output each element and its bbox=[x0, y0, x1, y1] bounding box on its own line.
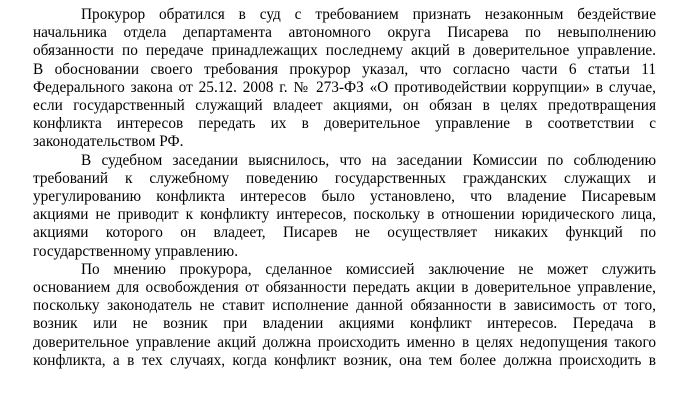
text-line: начальника отдела департамента автономного округа Писарева по невыполнению bbox=[33, 24, 656, 42]
text-line: законодательством РФ. bbox=[33, 133, 184, 151]
document-body bbox=[33, 6, 656, 370]
text-line: государственному управлению. bbox=[33, 242, 239, 260]
text-line: В обосновании своего требования прокурор указал, что согласно части 6 статьи 11 bbox=[33, 60, 656, 78]
text-line: поскольку законодатель не ставит исполнение данной обязанности в зависимость от того, bbox=[33, 297, 656, 315]
text-line: доверительное управление акций должна происходить именно в целях недопущения такого bbox=[33, 333, 656, 351]
text-line: требований к служебному поведению государственных гражданских служащих и bbox=[33, 169, 656, 187]
text-line: если государственный служащий владеет акциями, он обязан в целях предотвращения bbox=[33, 97, 656, 115]
text-line: В судебном заседании выяснилось, что на заседании Комиссии по соблюдению bbox=[81, 151, 656, 169]
text-line: акциями которого он владеет, Писарев не осуществляет никаких функций по bbox=[33, 224, 656, 242]
text-line: возник или не возник при владении акциями конфликт интересов. Передача в bbox=[33, 315, 656, 333]
text-line: акциями не приводит к конфликту интересов, поскольку в отношении юридического лица, bbox=[33, 206, 656, 224]
text-line: Прокурор обратился в суд с требованием признать незаконным бездействие bbox=[81, 6, 656, 23]
text-line: По мнению прокурора, сделанное комиссией заключение не может служить bbox=[81, 260, 656, 278]
paragraph-prosecutor-opinion bbox=[33, 261, 656, 370]
paragraph-prosecutor-claim bbox=[33, 6, 656, 152]
text-line: основанием для освобождения от обязанности передать акции в доверительное управление, bbox=[33, 279, 656, 297]
text-line: Федерального закона от 25.12. 2008 г. № 273-ФЗ «О противодействии коррупции» в случае, bbox=[33, 78, 656, 96]
text-line: конфликта интересов передать их в доверительное управление в соответствии с bbox=[33, 115, 656, 133]
paragraph-court-hearing bbox=[33, 152, 656, 261]
text-line: конфликта, а в тех случаях, когда конфликт возник, она тем более должна происходить в bbox=[33, 351, 656, 369]
text-line: урегулированию конфликта интересов было установлено, что владение Писаревым bbox=[33, 188, 656, 206]
text-line: обязанности по передаче принадлежащих последнему акций в доверительное управление. bbox=[33, 42, 656, 60]
